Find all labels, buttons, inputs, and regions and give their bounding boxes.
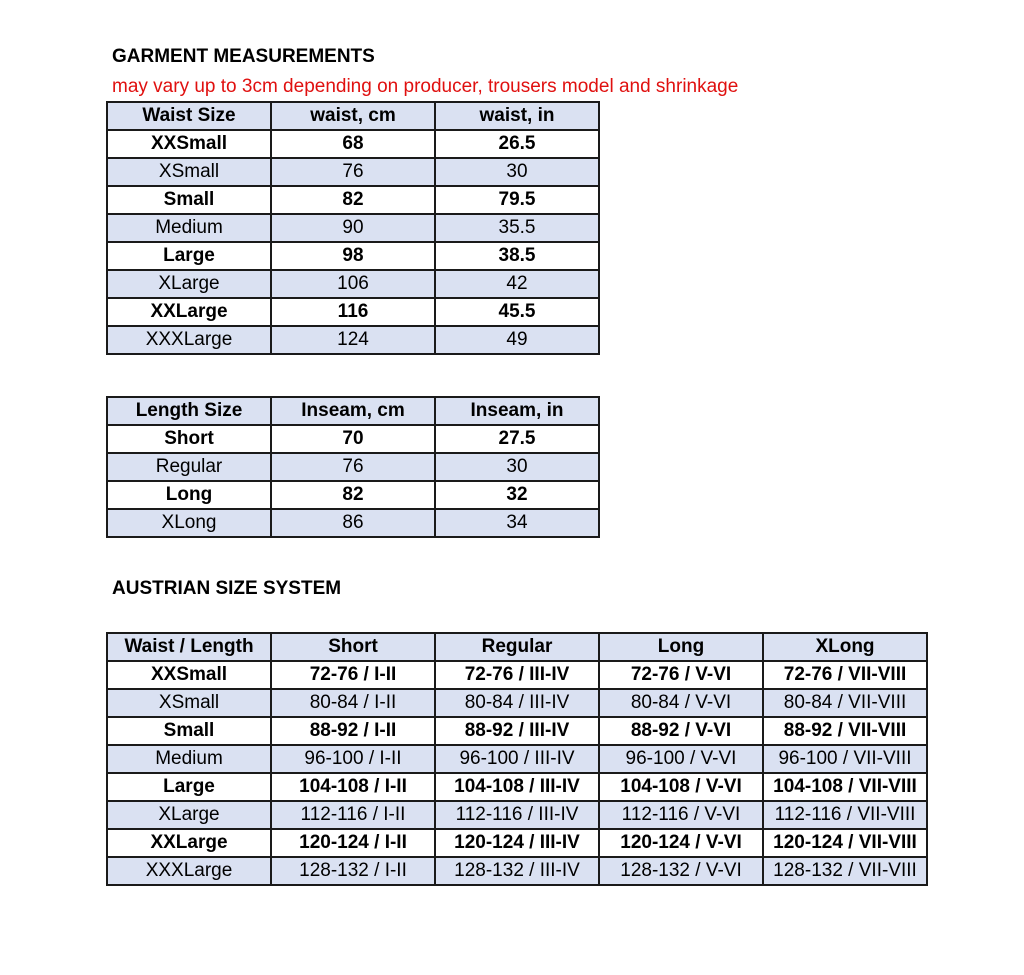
table-row bbox=[107, 801, 927, 829]
column-header: Inseam, cm bbox=[271, 397, 435, 425]
column-header: XLong bbox=[763, 633, 927, 661]
table-row bbox=[107, 186, 599, 214]
table-cell: XLarge bbox=[107, 270, 271, 298]
table-cell: 96-100 / I-II bbox=[271, 745, 435, 773]
table-cell: 128-132 / VII-VIII bbox=[763, 857, 927, 885]
table-cell: 86 bbox=[271, 509, 435, 537]
table-cell: Large bbox=[107, 242, 271, 270]
table-row bbox=[107, 481, 599, 509]
table-cell: 90 bbox=[271, 214, 435, 242]
table-cell: 104-108 / III-IV bbox=[435, 773, 599, 801]
table-cell: 88-92 / V-VI bbox=[599, 717, 763, 745]
table-cell: 76 bbox=[271, 453, 435, 481]
column-header: Length Size bbox=[107, 397, 271, 425]
table-cell: 104-108 / V-VI bbox=[599, 773, 763, 801]
table-cell: Large bbox=[107, 773, 271, 801]
table-row bbox=[107, 857, 927, 885]
table-header-row bbox=[107, 397, 599, 425]
table-row bbox=[107, 425, 599, 453]
table-cell: XXXLarge bbox=[107, 326, 271, 354]
table-cell: 76 bbox=[271, 158, 435, 186]
table-cell: 30 bbox=[435, 453, 599, 481]
table-cell: Long bbox=[107, 481, 271, 509]
table-cell: 104-108 / VII-VIII bbox=[763, 773, 927, 801]
table-cell: 32 bbox=[435, 481, 599, 509]
table-cell: 80-84 / I-II bbox=[271, 689, 435, 717]
table-cell: 116 bbox=[271, 298, 435, 326]
table-cell: XXXLarge bbox=[107, 857, 271, 885]
table-cell: 68 bbox=[271, 130, 435, 158]
column-header: Waist / Length bbox=[107, 633, 271, 661]
table-cell: Small bbox=[107, 186, 271, 214]
table-cell: 82 bbox=[271, 481, 435, 509]
garment-measurements-heading: GARMENT MEASUREMENTS bbox=[112, 46, 375, 67]
table-cell: 124 bbox=[271, 326, 435, 354]
table-cell: 104-108 / I-II bbox=[271, 773, 435, 801]
table-cell: 96-100 / III-IV bbox=[435, 745, 599, 773]
table-cell: 27.5 bbox=[435, 425, 599, 453]
table-cell: 82 bbox=[271, 186, 435, 214]
table-row bbox=[107, 270, 599, 298]
table-cell: 72-76 / III-IV bbox=[435, 661, 599, 689]
table-cell: 120-124 / III-IV bbox=[435, 829, 599, 857]
table-cell: 30 bbox=[435, 158, 599, 186]
table-cell: 35.5 bbox=[435, 214, 599, 242]
table-cell: 72-76 / I-II bbox=[271, 661, 435, 689]
table-row bbox=[107, 717, 927, 745]
table-cell: XXLarge bbox=[107, 829, 271, 857]
table-row bbox=[107, 242, 599, 270]
table-cell: 70 bbox=[271, 425, 435, 453]
table-cell: 96-100 / VII-VIII bbox=[763, 745, 927, 773]
column-header: waist, cm bbox=[271, 102, 435, 130]
table-cell: 96-100 / V-VI bbox=[599, 745, 763, 773]
table-cell: 112-116 / VII-VIII bbox=[763, 801, 927, 829]
table-row bbox=[107, 745, 927, 773]
table-cell: 80-84 / III-IV bbox=[435, 689, 599, 717]
table-cell: 42 bbox=[435, 270, 599, 298]
table-cell: 128-132 / III-IV bbox=[435, 857, 599, 885]
table-cell: 112-116 / III-IV bbox=[435, 801, 599, 829]
table-row bbox=[107, 453, 599, 481]
table-cell: 112-116 / I-II bbox=[271, 801, 435, 829]
table-cell: 72-76 / VII-VIII bbox=[763, 661, 927, 689]
table-header-row bbox=[107, 102, 599, 130]
table-row bbox=[107, 773, 927, 801]
table-cell: 26.5 bbox=[435, 130, 599, 158]
measurement-variance-note: may vary up to 3cm depending on producer, trousers model and shrinkage bbox=[112, 76, 739, 97]
table-cell: XXLarge bbox=[107, 298, 271, 326]
table-cell: Medium bbox=[107, 745, 271, 773]
table-cell: 98 bbox=[271, 242, 435, 270]
table-cell: Medium bbox=[107, 214, 271, 242]
table-cell: 34 bbox=[435, 509, 599, 537]
table-cell: 120-124 / VII-VIII bbox=[763, 829, 927, 857]
column-header: waist, in bbox=[435, 102, 599, 130]
table-row bbox=[107, 214, 599, 242]
table-cell: 38.5 bbox=[435, 242, 599, 270]
length-size-table bbox=[106, 396, 600, 538]
waist-size-table bbox=[106, 101, 600, 355]
table-cell: XSmall bbox=[107, 689, 271, 717]
table-row bbox=[107, 829, 927, 857]
austrian-size-table bbox=[106, 632, 928, 886]
table-cell: Short bbox=[107, 425, 271, 453]
table-cell: XLarge bbox=[107, 801, 271, 829]
table-cell: 88-92 / I-II bbox=[271, 717, 435, 745]
austrian-size-system-heading: AUSTRIAN SIZE SYSTEM bbox=[112, 578, 342, 599]
column-header: Long bbox=[599, 633, 763, 661]
table-cell: 128-132 / I-II bbox=[271, 857, 435, 885]
table-row bbox=[107, 158, 599, 186]
table-row bbox=[107, 298, 599, 326]
table-cell: 128-132 / V-VI bbox=[599, 857, 763, 885]
table-row bbox=[107, 326, 599, 354]
table-cell: 72-76 / V-VI bbox=[599, 661, 763, 689]
table-cell: XXSmall bbox=[107, 130, 271, 158]
table-cell: XXSmall bbox=[107, 661, 271, 689]
table-cell: 120-124 / I-II bbox=[271, 829, 435, 857]
table-cell: 49 bbox=[435, 326, 599, 354]
table-cell: 112-116 / V-VI bbox=[599, 801, 763, 829]
column-header: Regular bbox=[435, 633, 599, 661]
table-header-row bbox=[107, 633, 927, 661]
table-cell: Small bbox=[107, 717, 271, 745]
table-cell: 106 bbox=[271, 270, 435, 298]
table-cell: 88-92 / III-IV bbox=[435, 717, 599, 745]
table-cell: Regular bbox=[107, 453, 271, 481]
table-row bbox=[107, 130, 599, 158]
table-cell: 120-124 / V-VI bbox=[599, 829, 763, 857]
column-header: Inseam, in bbox=[435, 397, 599, 425]
table-cell: 80-84 / VII-VIII bbox=[763, 689, 927, 717]
table-cell: XSmall bbox=[107, 158, 271, 186]
table-cell: XLong bbox=[107, 509, 271, 537]
table-cell: 88-92 / VII-VIII bbox=[763, 717, 927, 745]
table-row bbox=[107, 661, 927, 689]
table-cell: 45.5 bbox=[435, 298, 599, 326]
table-row bbox=[107, 689, 927, 717]
column-header: Waist Size bbox=[107, 102, 271, 130]
table-row bbox=[107, 509, 599, 537]
table-cell: 79.5 bbox=[435, 186, 599, 214]
table-cell: 80-84 / V-VI bbox=[599, 689, 763, 717]
column-header: Short bbox=[271, 633, 435, 661]
